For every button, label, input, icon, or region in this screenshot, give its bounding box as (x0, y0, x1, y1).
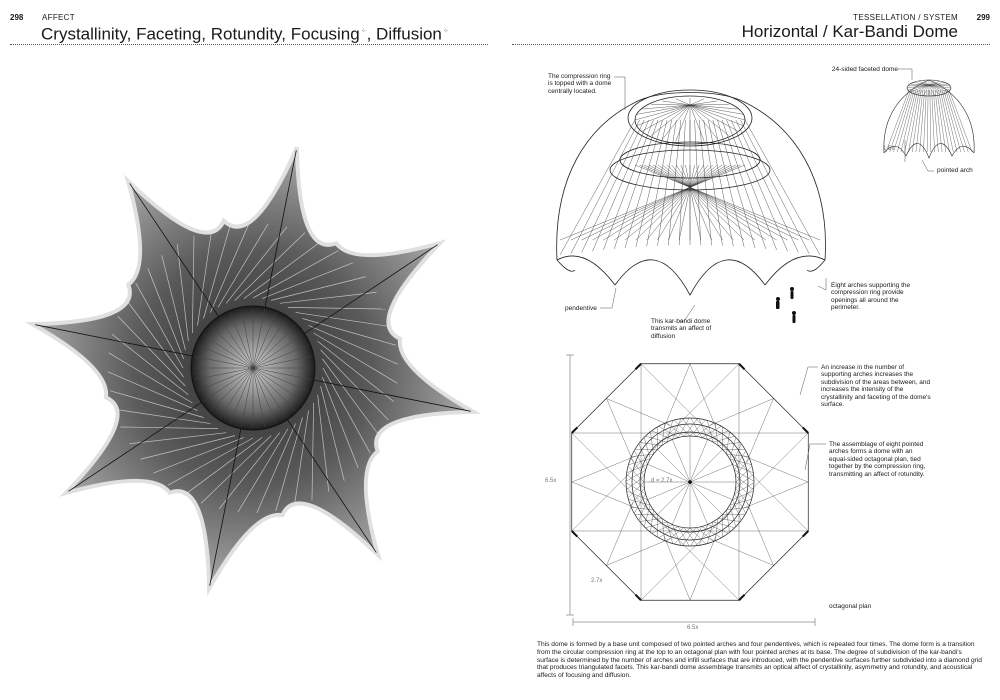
dim-plan-side: 2.7x (591, 578, 603, 584)
faceted-dome-thumbnail (874, 68, 984, 168)
dim-width: 6.5x (687, 625, 699, 631)
left-page-title (41, 21, 449, 46)
dim-height: 6.5x (545, 478, 557, 484)
note-compression-ring: The compression ring is topped with a dome centrally located. (548, 73, 612, 95)
note-octagonal-plan: octagonal plan (829, 603, 872, 610)
note-diffusion: This kar-bandi dome transmits an affect of diffusion (651, 318, 712, 340)
octagonal-plan-drawing (565, 350, 815, 615)
left-section-label: AFFECT (42, 13, 75, 22)
note-faceted-dome: 24-sided faceted dome (831, 66, 898, 73)
right-section-label: TESSELLATION / SYSTEM (853, 13, 958, 22)
dim-diameter: d = 2.7x (651, 478, 673, 484)
note-subdivision: An increase in the number of supporting arches increases the subdivision of the areas between, and increases the intensity of the crystallinity and faceting of the dome's surface. (821, 364, 931, 409)
body-paragraph: This dome is formed by a base unit composed of two pointed arches and four pendentives, which is repeated four times. The dome form is a transition from the circular compression ring at the top to an octagonal plan with four pointed arches at its base. The degree of subdivision of the kar-bandi's surface is determined by the number of arches and infill surfaces that are introduced, with the pendentive surfaces further subdivided into a diamond grid that produces triangulated facets. This kar-bandi dome assemblage transmits an optical affect of crystallinity, asymmetry and rotundity, and acoustical affects of focusing and diffusion. (537, 641, 982, 680)
left-title-text: Crystallinity, Faceting, Rotundity, Focusing (41, 24, 360, 44)
rss-icon: ⁘ (442, 28, 449, 35)
note-eight-arches: Eight arches supporting the compression ring provide openings all around the perimeter. (831, 282, 911, 312)
human-scale-figures (770, 285, 805, 330)
dim-small-view: 1.5x (883, 146, 895, 152)
note-pendentive: pendentive (565, 305, 597, 312)
left-page-number: 298 (10, 13, 24, 22)
right-page-title: Horizontal / Kar-Bandi Dome (741, 22, 958, 41)
right-header-rule (512, 44, 990, 45)
left-title-end: , Diffusion (366, 24, 442, 44)
rss-icon: ⁘ (360, 28, 367, 35)
note-pointed-arch: pointed arch (937, 167, 973, 174)
left-header-rule (10, 44, 488, 45)
right-page-number: 299 (976, 13, 990, 22)
dome-photograph (25, 120, 480, 610)
note-assemblage: The assemblage of eight pointed arches forms a dome with an equal-sided octagonal plan, tied together by the compression ring, transmitting an affect of rotundity. (829, 441, 926, 478)
